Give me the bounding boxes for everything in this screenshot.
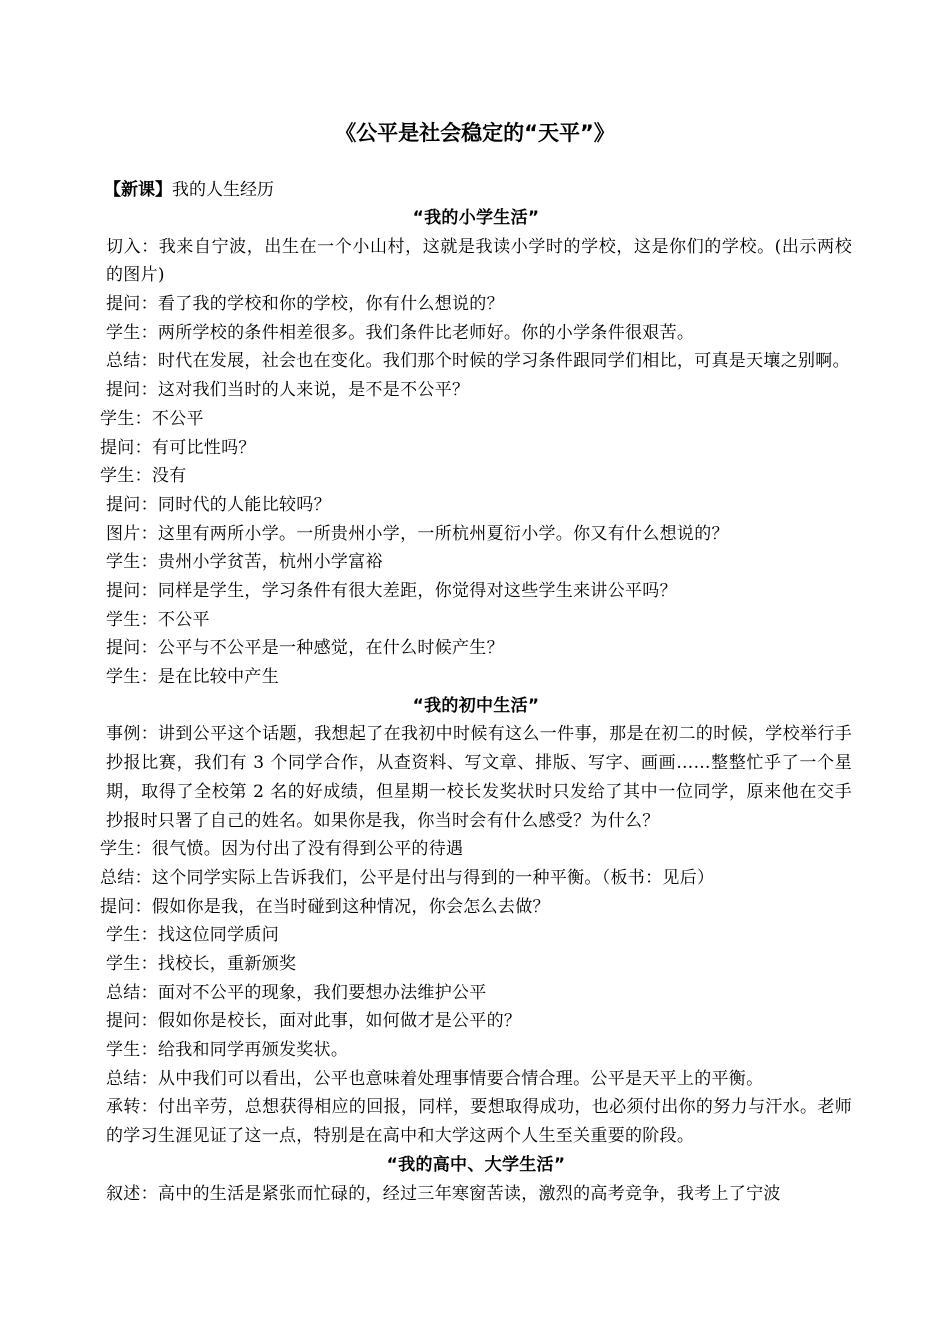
paragraph: 提问：公平与不公平是一种感觉，在什么时候产生？ (106, 638, 504, 659)
intro-line (104, 177, 274, 203)
paragraph: 切入：我来自宁波，出生在一个小山村，这就是我读小学时的学校，这是你们的学校。(出示两校的图片) (106, 236, 852, 286)
paragraph: 学生：找这位同学质问 (106, 925, 279, 946)
section-heading-middle: “我的初中生活” (412, 695, 540, 716)
document-body (100, 204, 852, 1208)
document-title: 《公平是社会稳定的“天平”》 (335, 121, 615, 145)
paragraph: 总结：面对不公平的现象，我们要想办法维护公平 (106, 982, 487, 1003)
paragraph: 学生：给我和同学再颁发奖状。 (106, 1040, 349, 1061)
paragraph: 提问：假如你是校长，面对此事，如何做才是公平的？ (106, 1011, 522, 1032)
new-lesson-tag: 【新课】 (104, 180, 172, 200)
paragraph: 事例：讲到公平这个话题，我想起了在我初中时候有这么一件事，那是在初二的时候，学校举行手抄报比赛，我们有 3 个同学合作，从查资料、写文章、排版、写字、画画……整整忙乎了一个星期，取得了全校第 2 名的好成绩，但星期一校长发奖状时只发给了其中一位同学，原来他在交手抄报时只署了自己的姓名。如果你是我，你当时会有什么感受？为什么？ (106, 724, 852, 831)
paragraph: 学生：没有 (100, 466, 187, 487)
paragraph: 学生：找校长，重新颁奖 (106, 953, 297, 974)
paragraph: 学生：不公平 (100, 408, 204, 429)
paragraph: 提问：假如你是我，在当时碰到这种情况，你会怎么去做？ (100, 896, 550, 917)
paragraph: 学生：是在比较中产生 (106, 667, 279, 688)
paragraph: 图片：这里有两所小学。一所贵州小学，一所杭州夏衍小学。你又有什么想说的？ (106, 523, 729, 544)
paragraph: 学生：很气愤。因为付出了没有得到公平的待遇 (100, 839, 464, 860)
paragraph: 承转：付出辛劳，总想获得相应的回报，同样，要想取得成功，也必须付出你的努力与汗水。老师的学习生涯见证了这一点，特别是在高中和大学这两个人生至关重要的阶段。 (106, 1097, 852, 1147)
section-heading-high-school-college: “我的高中、大学生活” (386, 1154, 566, 1175)
section-heading-primary: “我的小学生活” (412, 208, 540, 228)
paragraph: 总结：时代在发展，社会也在变化。我们那个时候的学习条件跟同学们相比，可真是天壤之别啊。 (106, 351, 850, 372)
paragraph: 提问：同时代的人能比较吗？ (106, 494, 331, 515)
paragraph: 学生：贵州小学贫苦，杭州小学富裕 (106, 552, 383, 573)
intro-text: 我的人生经历 (172, 180, 274, 200)
paragraph: 提问：有可比性吗？ (100, 437, 256, 458)
paragraph: 总结：从中我们可以看出，公平也意味着处理事情要合情合理。公平是天平上的平衡。 (106, 1068, 764, 1089)
paragraph: 提问：看了我的学校和你的学校，你有什么想说的？ (106, 294, 504, 315)
paragraph: 提问：这对我们当时的人来说，是不是不公平？ (106, 380, 470, 401)
paragraph: 学生：不公平 (106, 609, 210, 630)
paragraph: 叙述：高中的生活是紧张而忙碌的，经过三年寒窗苦读，激烈的高考竞争，我考上了宁波 (106, 1183, 781, 1204)
paragraph: 提问：同样是学生，学习条件有很大差距，你觉得对这些学生来讲公平吗？ (106, 580, 677, 601)
paragraph: 总结：这个同学实际上告诉我们，公平是付出与得到的一种平衡。（板书：见后） (100, 867, 715, 888)
paragraph: 学生：两所学校的条件相差很多。我们条件比老师好。你的小学条件很艰苦。 (106, 322, 695, 343)
